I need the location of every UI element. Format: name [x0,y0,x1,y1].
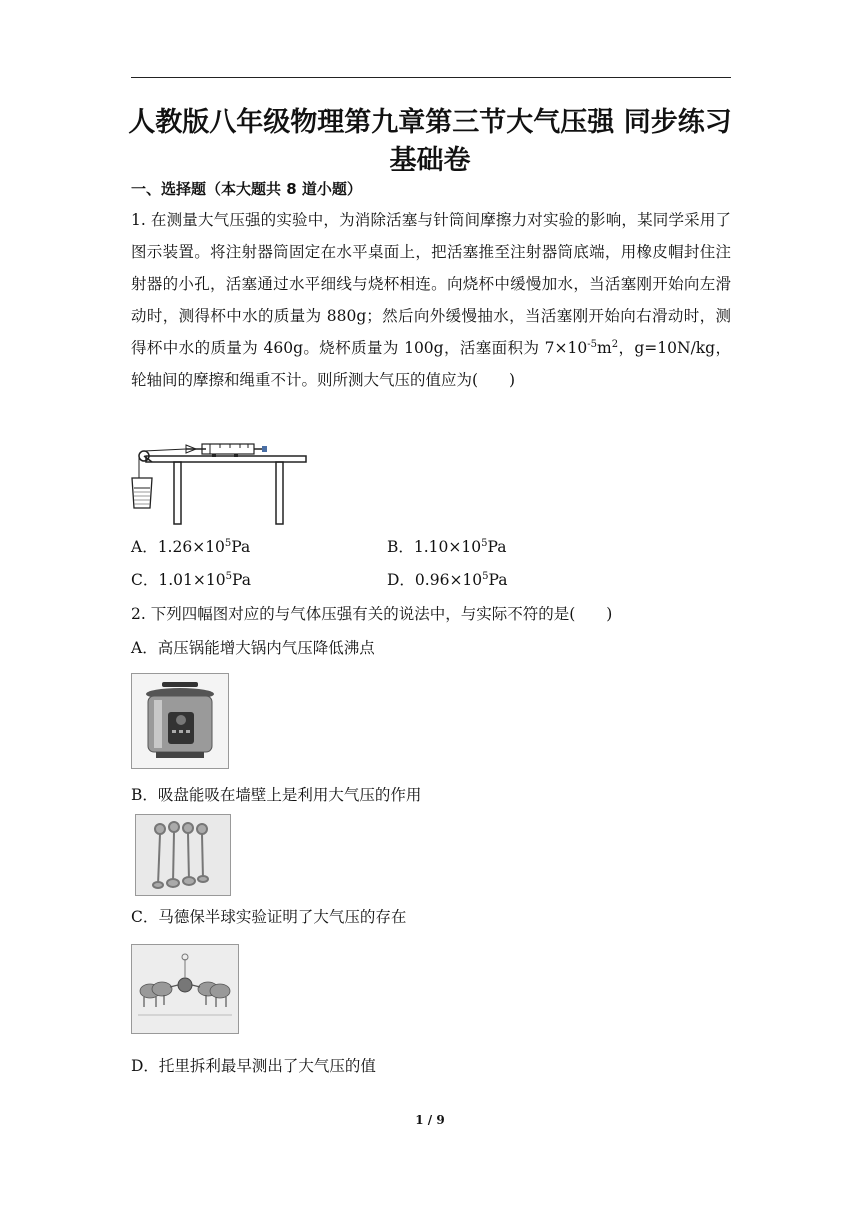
page-number: 1 / 9 [415,1113,445,1127]
magdeburg-hemispheres-image [131,944,239,1034]
option-1d: D．$0.96\times 10^5Pa$ [387,570,508,589]
question-2-text: 2. 下列四幅图对应的与气体压强有关的说法中，与实际不符的是( ) [131,605,613,623]
option-1c: C．$1.01\times 10^5Pa$ [131,570,251,589]
option-2a: A．高压锅能增大锅内气压降低沸点 [131,639,375,657]
syringe-apparatus-figure [130,436,310,528]
option-1b: B．$1.10\times 10^5Pa$ [387,537,507,556]
option-2d: D．托里拆利最早测出了大气压的值 [131,1057,376,1075]
page-title: 人教版八年级物理第九章第三节大气压强 同步练习基础卷 [128,107,732,176]
header-rule [131,77,731,78]
pressure-cooker-image [131,673,229,769]
question-1-text: 1. 在测量大气压强的实验中，为消除活塞与针筒间摩擦力对实验的影响，某同学采用了图示装置。将注射器筒固定在水平桌面上，把活塞推至注射器筒底端，用橡皮帽封住注射器的小孔，活塞通过水平细线与烧杯相连。向烧杯中缓慢加水，当活塞刚开始向左滑动时，测得杯中水的质量为 880g；然后向外缓慢抽水，当活塞刚开始向右滑动时，测得杯中水的质量为 460g。烧杯质量为 100g，活塞面积为 $7\times 10^{-5}m^2$，g=10N/kg，轮轴间的摩擦和绳重不计。则所测大气压的值应为( ) [131,211,731,389]
option-2c: C．马德保半球实验证明了大气压的存在 [131,908,407,926]
option-1a: A．$1.26\times 10^5Pa$ [131,537,251,556]
option-2b: B．吸盘能吸在墙壁上是利用大气压的作用 [131,786,422,804]
suction-cups-image [135,814,231,896]
section-heading: 一、选择题（本大题共 8 道小题） [131,180,362,198]
